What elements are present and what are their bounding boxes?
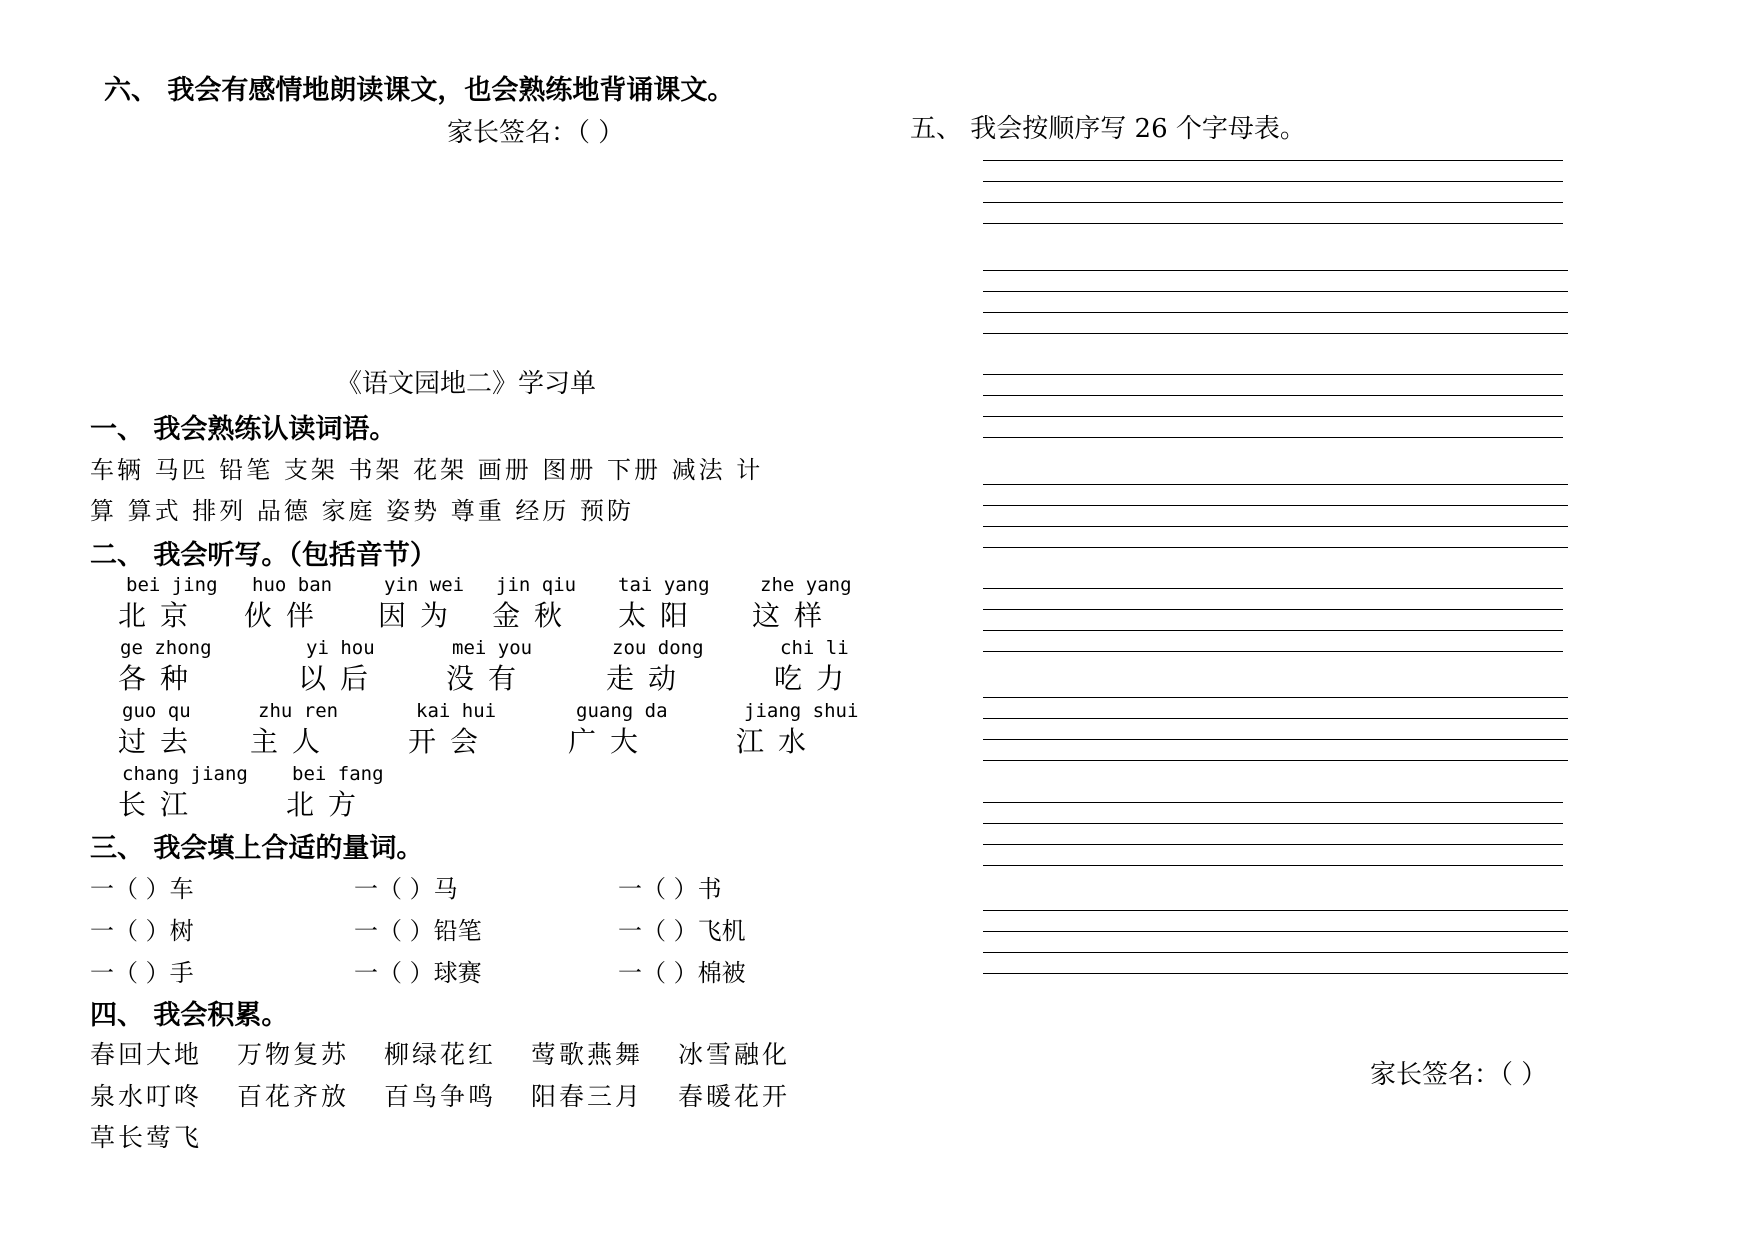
pinyin: guo qu bbox=[122, 700, 191, 722]
writing-line bbox=[983, 973, 1568, 974]
writing-line bbox=[983, 823, 1563, 824]
pinyin: zhu ren bbox=[258, 700, 339, 722]
parent-signature-top: 家长签名：（ ） bbox=[447, 118, 625, 148]
writing-line bbox=[983, 952, 1568, 953]
writing-line bbox=[983, 630, 1563, 631]
writing-line bbox=[983, 547, 1568, 548]
pinyin: zou dong bbox=[612, 637, 704, 659]
hanzi: 江水 bbox=[736, 725, 821, 758]
writing-line bbox=[983, 588, 1563, 589]
writing-line bbox=[983, 374, 1563, 375]
idiom: 百花齐放 bbox=[237, 1082, 350, 1111]
hanzi: 因为 bbox=[378, 599, 463, 632]
writing-line bbox=[983, 739, 1568, 740]
section2-title: 二、 我会听写。（包括音节） bbox=[90, 540, 437, 571]
writing-line bbox=[983, 931, 1568, 932]
pinyin: ge zhong bbox=[120, 637, 212, 659]
writing-line bbox=[983, 484, 1568, 485]
writing-line bbox=[983, 760, 1568, 761]
pinyin: mei you bbox=[452, 637, 533, 659]
writing-line bbox=[983, 291, 1568, 292]
writing-line bbox=[983, 333, 1568, 334]
writing-line bbox=[983, 844, 1563, 845]
worksheet-title: 《语文园地二》学习单 bbox=[336, 369, 597, 399]
hanzi: 北方 bbox=[286, 788, 371, 821]
writing-line bbox=[983, 718, 1568, 719]
section3-title: 三、 我会填上合适的量词。 bbox=[90, 833, 424, 864]
hanzi: 以后 bbox=[298, 662, 383, 695]
hanzi: 开会 bbox=[408, 725, 493, 758]
writing-line bbox=[983, 505, 1568, 506]
measure-word-blank[interactable]: 一（ ）球赛 bbox=[354, 959, 482, 987]
measure-word-blank[interactable]: 一（ ）铅笔 bbox=[354, 917, 482, 945]
writing-line bbox=[983, 223, 1563, 224]
pinyin: jiang shui bbox=[744, 700, 859, 722]
hanzi: 北京 bbox=[118, 599, 203, 632]
idiom: 冰雪融化 bbox=[678, 1040, 791, 1069]
writing-line bbox=[983, 609, 1563, 610]
writing-line bbox=[983, 802, 1563, 803]
section4-title: 四、 我会积累。 bbox=[90, 1000, 289, 1031]
vocab-line: 算 算式 排列 品德 家庭 姿势 尊重 经历 预防 bbox=[90, 497, 635, 525]
pinyin: jin qiu bbox=[496, 574, 577, 596]
writing-line bbox=[983, 910, 1568, 911]
idiom: 万物复苏 bbox=[237, 1040, 350, 1069]
idiom: 柳绿花红 bbox=[384, 1040, 497, 1069]
hanzi: 长江 bbox=[118, 788, 203, 821]
hanzi: 走动 bbox=[606, 662, 691, 695]
writing-line bbox=[983, 416, 1563, 417]
hanzi: 金秋 bbox=[492, 599, 577, 632]
hanzi: 各种 bbox=[118, 662, 203, 695]
writing-line bbox=[983, 202, 1563, 203]
idiom: 春暖花开 bbox=[678, 1082, 791, 1111]
measure-word-blank[interactable]: 一（ ）棉被 bbox=[618, 959, 746, 987]
section1-title: 一、 我会熟练认读词语。 bbox=[90, 414, 397, 445]
pinyin: huo ban bbox=[252, 574, 333, 596]
writing-line bbox=[983, 270, 1568, 271]
pinyin: tai yang bbox=[618, 574, 710, 596]
section5-title: 五、 我会按顺序写 26 个字母表。 bbox=[910, 114, 1306, 144]
pinyin: chang jiang bbox=[122, 763, 248, 785]
writing-line bbox=[983, 395, 1563, 396]
hanzi: 伙伴 bbox=[244, 599, 329, 632]
idiom: 春回大地 bbox=[90, 1040, 203, 1069]
measure-word-blank[interactable]: 一（ ）车 bbox=[90, 875, 194, 903]
measure-word-blank[interactable]: 一（ ）树 bbox=[90, 917, 194, 945]
idiom: 阳春三月 bbox=[531, 1082, 644, 1111]
pinyin: bei jing bbox=[126, 574, 218, 596]
writing-line bbox=[983, 160, 1563, 161]
pinyin: yi hou bbox=[306, 637, 375, 659]
measure-word-blank[interactable]: 一（ ）手 bbox=[90, 959, 194, 987]
idiom: 百鸟争鸣 bbox=[384, 1082, 497, 1111]
pinyin: chi li bbox=[780, 637, 849, 659]
pinyin: guang da bbox=[576, 700, 668, 722]
idiom: 泉水叮咚 bbox=[90, 1082, 203, 1111]
pinyin: zhe yang bbox=[760, 574, 852, 596]
writing-line bbox=[983, 865, 1563, 866]
section6-title: 六、 我会有感情地朗读课文，也会熟练地背诵课文。 bbox=[104, 75, 735, 106]
writing-line bbox=[983, 651, 1563, 652]
pinyin: bei fang bbox=[292, 763, 384, 785]
writing-line bbox=[983, 312, 1568, 313]
hanzi: 主人 bbox=[250, 725, 335, 758]
writing-line bbox=[983, 437, 1563, 438]
parent-signature-bottom: 家长签名：（ ） bbox=[1370, 1060, 1548, 1090]
vocab-line: 车辆 马匹 铅笔 支架 书架 花架 画册 图册 下册 减法 计 bbox=[90, 456, 764, 484]
measure-word-blank[interactable]: 一（ ）飞机 bbox=[618, 917, 746, 945]
writing-line bbox=[983, 181, 1563, 182]
hanzi: 吃力 bbox=[774, 662, 859, 695]
idiom: 草长莺飞 bbox=[90, 1123, 203, 1152]
measure-word-blank[interactable]: 一（ ）书 bbox=[618, 875, 722, 903]
hanzi: 没有 bbox=[446, 662, 531, 695]
pinyin: yin wei bbox=[384, 574, 465, 596]
writing-line bbox=[983, 697, 1568, 698]
writing-line bbox=[983, 526, 1568, 527]
pinyin: kai hui bbox=[416, 700, 497, 722]
hanzi: 太阳 bbox=[618, 599, 703, 632]
hanzi: 这样 bbox=[752, 599, 837, 632]
measure-word-blank[interactable]: 一（ ）马 bbox=[354, 875, 458, 903]
idiom: 莺歌燕舞 bbox=[531, 1040, 644, 1069]
hanzi: 过去 bbox=[118, 725, 203, 758]
hanzi: 广大 bbox=[568, 725, 653, 758]
